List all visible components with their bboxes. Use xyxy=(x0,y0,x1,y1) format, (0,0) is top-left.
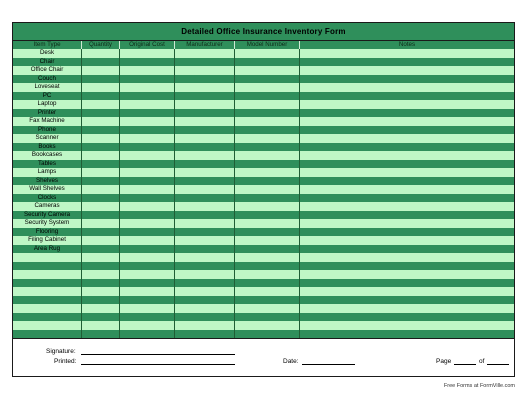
column-header-manufacturer: Manufacturer xyxy=(175,41,235,49)
table-row xyxy=(13,58,514,67)
item-type-cell[interactable]: Filing Cabinet xyxy=(13,236,82,245)
notes-cell[interactable] xyxy=(300,168,514,177)
model-number-cell[interactable] xyxy=(235,202,300,211)
manufacturer-cell[interactable] xyxy=(175,151,235,160)
model-number-cell[interactable] xyxy=(235,58,300,67)
notes-cell[interactable] xyxy=(300,219,514,228)
item-type-cell[interactable]: Office Chair xyxy=(13,66,82,75)
manufacturer-cell[interactable] xyxy=(175,202,235,211)
notes-cell[interactable] xyxy=(300,151,514,160)
signature-label: Signature: xyxy=(46,348,76,355)
manufacturer-cell[interactable] xyxy=(175,100,235,109)
item-type-cell[interactable]: Couch xyxy=(13,75,82,84)
original-cost-cell[interactable] xyxy=(120,279,175,288)
item-type-cell[interactable]: Printer xyxy=(13,109,82,118)
original-cost-cell[interactable] xyxy=(120,296,175,305)
column-header-original-cost: Original Cost xyxy=(120,41,175,49)
of-label: of xyxy=(479,358,485,365)
table-row xyxy=(13,262,514,271)
original-cost-cell[interactable] xyxy=(120,151,175,160)
item-type-cell[interactable]: Flooring xyxy=(13,228,82,237)
model-number-cell[interactable] xyxy=(235,296,300,305)
manufacturer-cell[interactable] xyxy=(175,194,235,203)
quantity-cell[interactable] xyxy=(82,160,120,169)
table-row xyxy=(13,134,514,143)
table-row xyxy=(13,151,514,160)
model-number-cell[interactable] xyxy=(235,270,300,279)
table-row xyxy=(13,75,514,84)
date-line[interactable] xyxy=(302,364,355,365)
table-row xyxy=(13,185,514,194)
model-number-cell[interactable] xyxy=(235,126,300,135)
original-cost-cell[interactable] xyxy=(120,287,175,296)
model-number-cell[interactable] xyxy=(235,287,300,296)
original-cost-cell[interactable] xyxy=(120,304,175,313)
quantity-cell[interactable] xyxy=(82,330,120,339)
table-row xyxy=(13,160,514,169)
original-cost-cell[interactable] xyxy=(120,177,175,186)
quantity-cell[interactable] xyxy=(82,177,120,186)
item-type-cell[interactable]: Wall Shelves xyxy=(13,185,82,194)
quantity-cell[interactable] xyxy=(82,126,120,135)
item-type-cell[interactable]: Security System xyxy=(13,219,82,228)
printed-label: Printed: xyxy=(54,358,77,365)
notes-cell[interactable] xyxy=(300,287,514,296)
notes-cell[interactable] xyxy=(300,262,514,271)
quantity-cell[interactable] xyxy=(82,304,120,313)
original-cost-cell[interactable] xyxy=(120,66,175,75)
item-type-cell[interactable] xyxy=(13,279,82,288)
notes-cell[interactable] xyxy=(300,117,514,126)
item-type-cell[interactable]: Scanner xyxy=(13,134,82,143)
original-cost-cell[interactable] xyxy=(120,126,175,135)
original-cost-cell[interactable] xyxy=(120,117,175,126)
notes-cell[interactable] xyxy=(300,160,514,169)
original-cost-cell[interactable] xyxy=(120,219,175,228)
model-number-cell[interactable] xyxy=(235,185,300,194)
signature-line[interactable] xyxy=(81,354,235,355)
inventory-form xyxy=(12,22,515,377)
table-row xyxy=(13,49,514,58)
model-number-cell[interactable] xyxy=(235,49,300,58)
manufacturer-cell[interactable] xyxy=(175,296,235,305)
manufacturer-cell[interactable] xyxy=(175,304,235,313)
page-number-line[interactable] xyxy=(454,364,476,365)
table-row xyxy=(13,92,514,101)
original-cost-cell[interactable] xyxy=(120,160,175,169)
quantity-cell[interactable] xyxy=(82,262,120,271)
table-row xyxy=(13,236,514,245)
model-number-cell[interactable] xyxy=(235,151,300,160)
manufacturer-cell[interactable] xyxy=(175,313,235,322)
table-row xyxy=(13,313,514,322)
notes-cell[interactable] xyxy=(300,177,514,186)
original-cost-cell[interactable] xyxy=(120,270,175,279)
item-type-cell[interactable]: Laptop xyxy=(13,100,82,109)
model-number-cell[interactable] xyxy=(235,83,300,92)
quantity-cell[interactable] xyxy=(82,236,120,245)
manufacturer-cell[interactable] xyxy=(175,236,235,245)
item-type-cell[interactable]: Loveseat xyxy=(13,83,82,92)
quantity-cell[interactable] xyxy=(82,168,120,177)
quantity-cell[interactable] xyxy=(82,151,120,160)
notes-cell[interactable] xyxy=(300,330,514,339)
notes-cell[interactable] xyxy=(300,313,514,322)
manufacturer-cell[interactable] xyxy=(175,321,235,330)
model-number-cell[interactable] xyxy=(235,228,300,237)
original-cost-cell[interactable] xyxy=(120,168,175,177)
item-type-cell[interactable]: Desk xyxy=(13,49,82,58)
manufacturer-cell[interactable] xyxy=(175,160,235,169)
quantity-cell[interactable] xyxy=(82,219,120,228)
manufacturer-cell[interactable] xyxy=(175,330,235,339)
manufacturer-cell[interactable] xyxy=(175,262,235,271)
original-cost-cell[interactable] xyxy=(120,185,175,194)
quantity-cell[interactable] xyxy=(82,321,120,330)
quantity-cell[interactable] xyxy=(82,296,120,305)
manufacturer-cell[interactable] xyxy=(175,143,235,152)
item-type-cell[interactable] xyxy=(13,262,82,271)
original-cost-cell[interactable] xyxy=(120,58,175,67)
model-number-cell[interactable] xyxy=(235,160,300,169)
manufacturer-cell[interactable] xyxy=(175,185,235,194)
manufacturer-cell[interactable] xyxy=(175,270,235,279)
table-row xyxy=(13,83,514,92)
table-row xyxy=(13,168,514,177)
table-row xyxy=(13,211,514,220)
notes-cell[interactable] xyxy=(300,58,514,67)
table-row xyxy=(13,245,514,254)
table-row xyxy=(13,279,514,288)
page-total-line[interactable] xyxy=(487,364,509,365)
manufacturer-cell[interactable] xyxy=(175,211,235,220)
quantity-cell[interactable] xyxy=(82,83,120,92)
notes-cell[interactable] xyxy=(300,194,514,203)
original-cost-cell[interactable] xyxy=(120,253,175,262)
manufacturer-cell[interactable] xyxy=(175,168,235,177)
date-label: Date: xyxy=(283,358,299,365)
form-footer xyxy=(13,338,514,376)
manufacturer-cell[interactable] xyxy=(175,92,235,101)
model-number-cell[interactable] xyxy=(235,194,300,203)
column-header-quantity: Quantity xyxy=(82,41,120,49)
item-type-cell[interactable]: Phone xyxy=(13,126,82,135)
notes-cell[interactable] xyxy=(300,109,514,118)
column-header-row xyxy=(13,41,514,49)
quantity-cell[interactable] xyxy=(82,66,120,75)
table-row xyxy=(13,270,514,279)
table-row xyxy=(13,109,514,118)
model-number-cell[interactable] xyxy=(235,177,300,186)
quantity-cell[interactable] xyxy=(82,49,120,58)
notes-cell[interactable] xyxy=(300,75,514,84)
model-number-cell[interactable] xyxy=(235,66,300,75)
model-number-cell[interactable] xyxy=(235,92,300,101)
notes-cell[interactable] xyxy=(300,100,514,109)
model-number-cell[interactable] xyxy=(235,321,300,330)
item-type-cell[interactable] xyxy=(13,296,82,305)
quantity-cell[interactable] xyxy=(82,270,120,279)
quantity-cell[interactable] xyxy=(82,279,120,288)
manufacturer-cell[interactable] xyxy=(175,177,235,186)
table-row xyxy=(13,194,514,203)
model-number-cell[interactable] xyxy=(235,236,300,245)
manufacturer-cell[interactable] xyxy=(175,228,235,237)
quantity-cell[interactable] xyxy=(82,211,120,220)
notes-cell[interactable] xyxy=(300,236,514,245)
model-number-cell[interactable] xyxy=(235,279,300,288)
item-type-cell[interactable] xyxy=(13,330,82,339)
quantity-cell[interactable] xyxy=(82,313,120,322)
item-type-cell[interactable] xyxy=(13,270,82,279)
original-cost-cell[interactable] xyxy=(120,313,175,322)
model-number-cell[interactable] xyxy=(235,253,300,262)
column-header-notes: Notes xyxy=(398,41,416,48)
item-type-cell[interactable]: Bookcases xyxy=(13,151,82,160)
original-cost-cell[interactable] xyxy=(120,211,175,220)
quantity-cell[interactable] xyxy=(82,143,120,152)
model-number-cell[interactable] xyxy=(235,330,300,339)
model-number-cell[interactable] xyxy=(235,219,300,228)
model-number-cell[interactable] xyxy=(235,117,300,126)
table-row xyxy=(13,330,514,339)
table-row xyxy=(13,228,514,237)
table-row xyxy=(13,202,514,211)
inventory-rows xyxy=(13,49,514,338)
table-row xyxy=(13,66,514,75)
model-number-cell[interactable] xyxy=(235,109,300,118)
notes-cell[interactable] xyxy=(300,66,514,75)
manufacturer-cell[interactable] xyxy=(175,117,235,126)
table-row xyxy=(13,117,514,126)
notes-cell[interactable] xyxy=(300,296,514,305)
item-type-cell[interactable] xyxy=(13,321,82,330)
model-number-cell[interactable] xyxy=(235,168,300,177)
original-cost-cell[interactable] xyxy=(120,49,175,58)
notes-cell[interactable] xyxy=(300,253,514,262)
notes-cell[interactable] xyxy=(300,134,514,143)
manufacturer-cell[interactable] xyxy=(175,58,235,67)
table-row xyxy=(13,126,514,135)
item-type-cell[interactable] xyxy=(13,253,82,262)
table-row xyxy=(13,253,514,262)
model-number-cell[interactable] xyxy=(235,262,300,271)
model-number-cell[interactable] xyxy=(235,313,300,322)
printed-line[interactable] xyxy=(81,364,235,365)
item-type-cell[interactable] xyxy=(13,313,82,322)
original-cost-cell[interactable] xyxy=(120,83,175,92)
table-row xyxy=(13,296,514,305)
original-cost-cell[interactable] xyxy=(120,236,175,245)
original-cost-cell[interactable] xyxy=(120,75,175,84)
item-type-cell[interactable]: Cameras xyxy=(13,202,82,211)
quantity-cell[interactable] xyxy=(82,109,120,118)
model-number-cell[interactable] xyxy=(235,100,300,109)
column-header-item-type: Item Type xyxy=(13,41,82,49)
notes-cell[interactable] xyxy=(300,270,514,279)
manufacturer-cell[interactable] xyxy=(175,66,235,75)
notes-cell[interactable] xyxy=(300,245,514,254)
item-type-cell[interactable]: Shelves xyxy=(13,177,82,186)
table-row xyxy=(13,304,514,313)
item-type-cell[interactable]: Books xyxy=(13,143,82,152)
quantity-cell[interactable] xyxy=(82,185,120,194)
notes-cell[interactable] xyxy=(300,304,514,313)
notes-cell[interactable] xyxy=(300,92,514,101)
item-type-cell[interactable]: Security Camera xyxy=(13,211,82,220)
original-cost-cell[interactable] xyxy=(120,194,175,203)
credit-text: Free Forms at FormVille.com xyxy=(443,383,515,389)
original-cost-cell[interactable] xyxy=(120,245,175,254)
model-number-cell[interactable] xyxy=(235,245,300,254)
notes-cell[interactable] xyxy=(300,83,514,92)
item-type-cell[interactable]: Lamps xyxy=(13,168,82,177)
quantity-cell[interactable] xyxy=(82,134,120,143)
manufacturer-cell[interactable] xyxy=(175,75,235,84)
notes-cell[interactable] xyxy=(300,143,514,152)
model-number-cell[interactable] xyxy=(235,134,300,143)
manufacturer-cell[interactable] xyxy=(175,134,235,143)
original-cost-cell[interactable] xyxy=(120,134,175,143)
original-cost-cell[interactable] xyxy=(120,228,175,237)
manufacturer-cell[interactable] xyxy=(175,49,235,58)
notes-cell[interactable] xyxy=(300,279,514,288)
original-cost-cell[interactable] xyxy=(120,143,175,152)
quantity-cell[interactable] xyxy=(82,58,120,67)
quantity-cell[interactable] xyxy=(82,245,120,254)
model-number-cell[interactable] xyxy=(235,143,300,152)
model-number-cell[interactable] xyxy=(235,75,300,84)
manufacturer-cell[interactable] xyxy=(175,253,235,262)
quantity-cell[interactable] xyxy=(82,75,120,84)
quantity-cell[interactable] xyxy=(82,194,120,203)
item-type-cell[interactable]: Area Rug xyxy=(13,245,82,254)
original-cost-cell[interactable] xyxy=(120,109,175,118)
quantity-cell[interactable] xyxy=(82,253,120,262)
table-row xyxy=(13,177,514,186)
quantity-cell[interactable] xyxy=(82,287,120,296)
original-cost-cell[interactable] xyxy=(120,92,175,101)
quantity-cell[interactable] xyxy=(82,228,120,237)
model-number-cell[interactable] xyxy=(235,211,300,220)
notes-cell[interactable] xyxy=(300,202,514,211)
item-type-cell[interactable]: PC xyxy=(13,92,82,101)
manufacturer-cell[interactable] xyxy=(175,287,235,296)
notes-cell[interactable] xyxy=(300,49,514,58)
manufacturer-cell[interactable] xyxy=(175,279,235,288)
quantity-cell[interactable] xyxy=(82,117,120,126)
manufacturer-cell[interactable] xyxy=(175,219,235,228)
manufacturer-cell[interactable] xyxy=(175,126,235,135)
page-label: Page xyxy=(436,358,452,365)
quantity-cell[interactable] xyxy=(82,100,120,109)
notes-cell[interactable] xyxy=(300,211,514,220)
table-row xyxy=(13,143,514,152)
item-type-cell[interactable]: Chair xyxy=(13,58,82,67)
table-row xyxy=(13,100,514,109)
original-cost-cell[interactable] xyxy=(120,262,175,271)
form-title: Detailed Office Insurance Inventory Form xyxy=(13,23,514,41)
item-type-cell[interactable]: Tables xyxy=(13,160,82,169)
manufacturer-cell[interactable] xyxy=(175,83,235,92)
quantity-cell[interactable] xyxy=(82,202,120,211)
original-cost-cell[interactable] xyxy=(120,330,175,339)
item-type-cell[interactable] xyxy=(13,287,82,296)
table-row xyxy=(13,219,514,228)
table-row xyxy=(13,321,514,330)
original-cost-cell[interactable] xyxy=(120,321,175,330)
original-cost-cell[interactable] xyxy=(120,100,175,109)
item-type-cell[interactable]: Fax Machine xyxy=(13,117,82,126)
notes-cell[interactable] xyxy=(300,126,514,135)
model-number-cell[interactable] xyxy=(235,304,300,313)
item-type-cell[interactable] xyxy=(13,304,82,313)
notes-cell[interactable] xyxy=(300,228,514,237)
table-row xyxy=(13,287,514,296)
manufacturer-cell[interactable] xyxy=(175,245,235,254)
notes-cell[interactable] xyxy=(300,321,514,330)
item-type-cell[interactable]: Clocks xyxy=(13,194,82,203)
original-cost-cell[interactable] xyxy=(120,202,175,211)
notes-cell[interactable] xyxy=(300,185,514,194)
column-header-model-number: Model Number xyxy=(235,41,300,49)
quantity-cell[interactable] xyxy=(82,92,120,101)
manufacturer-cell[interactable] xyxy=(175,109,235,118)
